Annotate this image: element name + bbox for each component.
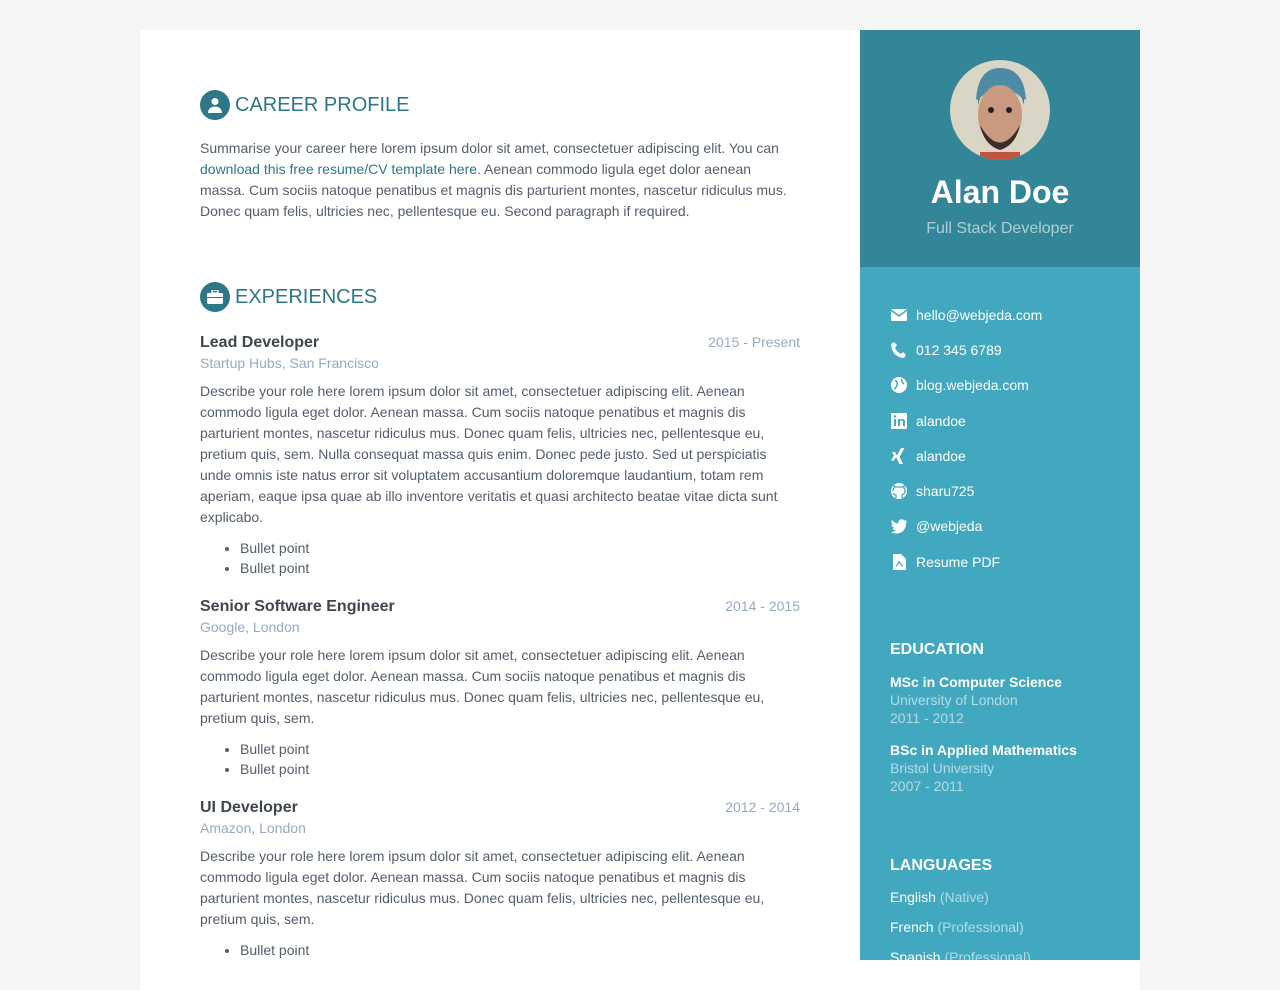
job-description: Describe your role here lorem ipsum dolor sit amet, consectetuer adipiscing elit. Aenean commodo ligula eget dolor. Aenean massa. Cum sociis natoque penatibus et magnis dis parturient montes, nascetur ridiculus mus. Donec quam felis, ultricies nec, pellentesque eu, pretium quis, sem. Nulla consequat massa quis enim. Donec pede justo. Sed ut perspiciatis unde omnis iste natus error sit voluptatem accusantium doloremque laudantium, totam rem aperiam, eaque ipsa quae ab illo inventore veritatis et quasi architecto beatae vitae dicta sunt explicabo. [200,383,778,525]
contact-pdf[interactable] [890,544,1140,579]
contact-text[interactable]: Resume PDF [916,553,1001,570]
bullet-list [240,739,800,779]
language-name: French [890,919,934,936]
career-profile-heading [200,90,800,120]
pdf-icon [890,553,908,571]
company: Amazon, London [200,820,306,836]
education-item [890,673,1110,727]
experience-item [200,799,800,960]
bullet-point: • Bullet point [240,759,800,779]
experiences-heading [200,282,800,312]
globe-icon [890,376,908,394]
bullet-point: • Bullet point [240,739,800,759]
degree: MSc in Computer Science [890,674,1062,691]
job-time: 2015 - Present [708,334,800,350]
bullet-point: • Bullet point [240,558,800,578]
bullet-point: • Bullet point [240,538,800,558]
language-item [890,887,1110,917]
contact-text[interactable]: @webjeda [916,518,983,535]
career-summary [200,138,800,222]
sidebar [860,30,1140,966]
language-name: English [890,889,936,906]
school: University of London [890,692,1018,709]
phone-icon [890,341,908,359]
career-profile-section [200,90,800,222]
experience-header [200,334,800,352]
profile-header [860,30,1140,267]
contact-text[interactable]: hello@webjeda.com [916,306,1043,323]
job-description: Describe your role here lorem ipsum dolor sit amet, consectetuer adipiscing elit. Aenean commodo ligula eget dolor. Aenean massa. Cum sociis natoque penatibus et magnis dis parturient montes, nascetur ridiculus mus. Donec quam felis, ultricies nec, pellentesque eu, pretium quis, sem. [200,848,765,927]
profile-name: Alan Doe [930,174,1070,210]
resume-page [140,30,1140,990]
experience-item [200,334,800,578]
job-title: UI Developer [200,799,298,816]
bullet-point: • Bullet point [240,940,800,960]
experience-list [200,334,800,960]
xing-icon [890,447,908,465]
contact-globe[interactable] [890,368,1140,403]
language-level: (Native) [939,889,989,906]
language-level: (Professional) [944,949,1031,966]
education-time: 2011 - 2012 [890,710,964,727]
education-list [860,673,1140,795]
education-time: 2007 - 2011 [890,778,964,795]
contact-text[interactable]: alandoe [916,412,966,429]
profile-tagline: Full Stack Developer [926,220,1074,237]
summary-text: Aenean commodo ligula eget dolor aenean massa. Cum sociis natoque penatibus et magnis dis parturient montes, nascetur ridiculus mus. Donec quam felis, ultricies nec, pellentesque eu. Second paragraph if required. [200,161,787,219]
language-name: Spanish [890,949,941,966]
contact-text[interactable]: blog.webjeda.com [916,377,1029,394]
bullet-list [240,940,800,960]
avatar [950,60,1050,160]
languages-heading: LANGUAGES [890,857,993,875]
experiences-section [200,282,800,960]
education-section [860,641,1140,795]
job-time: 2012 - 2014 [725,799,800,815]
language-level: (Professional) [937,919,1024,936]
company: Google, London [200,619,300,635]
briefcase-icon [200,282,230,312]
school: Bristol University [890,760,995,777]
job-title: Lead Developer [200,334,320,351]
envelope-icon [890,306,908,324]
experience-header [200,799,800,817]
language-item [890,917,1110,947]
languages-section [860,857,1140,977]
education-heading: EDUCATION [890,641,984,659]
education-item [890,741,1110,795]
job-description: Describe your role here lorem ipsum dolor sit amet, consectetuer adipiscing elit. Aenean commodo ligula eget dolor. Aenean massa. Cum sociis natoque penatibus et magnis dis parturient montes, nascetur ridiculus mus. Donec quam felis, ultricies nec, pellentesque eu, pretium quis, sem. [200,647,765,726]
language-list [890,887,1110,977]
language-item [890,947,1110,977]
contact-text[interactable]: sharu725 [916,483,975,500]
contact-xing[interactable] [890,438,1140,473]
company: Startup Hubs, San Francisco [200,355,379,371]
download-template-link[interactable]: download this free resume/CV template here. [200,161,481,177]
github-icon [890,482,908,500]
contact-envelope[interactable] [890,297,1140,332]
twitter-icon [890,517,908,535]
bullet-list [240,538,800,578]
contact-list [890,297,1140,579]
summary-text: Summarise your career here lorem ipsum dolor sit amet, consectetuer adipiscing elit. You can [200,140,779,156]
degree: BSc in Applied Mathematics [890,742,1077,759]
main-content [140,30,860,960]
contact-phone[interactable] [890,332,1140,367]
contact-linkedin[interactable] [890,403,1140,438]
contact-text[interactable]: 012 345 6789 [916,341,1002,358]
contact-github[interactable] [890,473,1140,508]
section-title-text: EXPERIENCES [235,285,378,308]
contact-twitter[interactable] [890,509,1140,544]
section-title-text: CAREER PROFILE [235,93,410,116]
linkedin-icon [890,412,908,430]
experience-item [200,598,800,779]
job-title: Senior Software Engineer [200,598,395,615]
job-time: 2014 - 2015 [725,598,800,614]
experience-header [200,598,800,616]
contact-text[interactable]: alandoe [916,447,966,464]
user-icon [200,90,230,120]
